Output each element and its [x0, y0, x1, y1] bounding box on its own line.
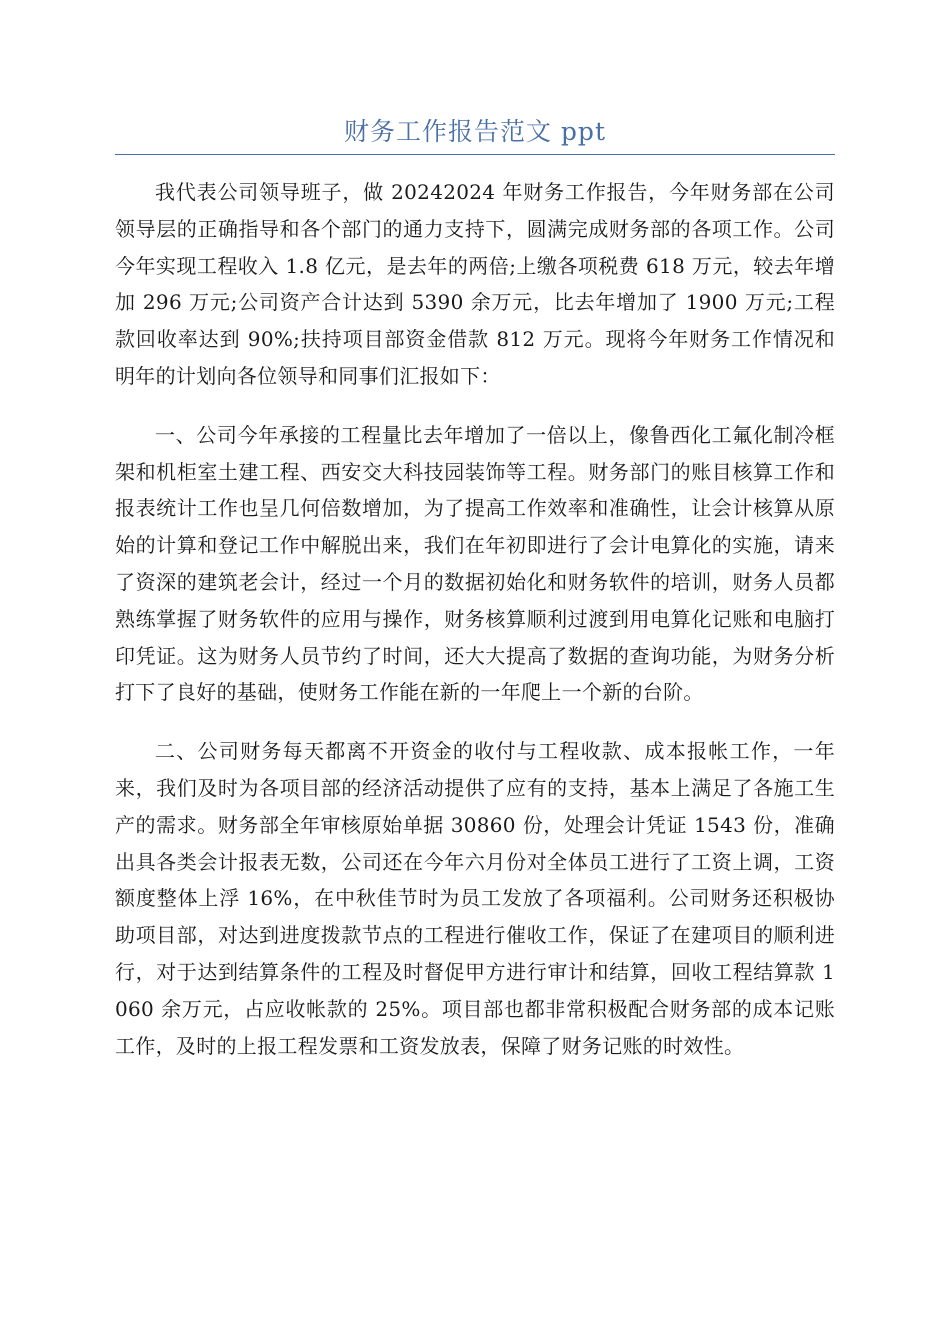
title-underline: [115, 154, 835, 155]
paragraph-intro: 我代表公司领导班子，做 20242024 年财务工作报告，今年财务部在公司领导层的正确指导和各个部门的通力支持下，圆满完成财务部的各项工作。公司今年实现工程收入 1.8 亿元，是去年的两倍;上缴各项税费 618 万元，较去年增加 296 万元;公司资产合计达到 5390 余万元，比去年增加了 1900 万元;工程款回收率达到 90%;扶持项目部资金借款 812 万元。现将今年财务工作情况和明年的计划向各位领导和同事们汇报如下：: [115, 180, 835, 388]
document-body: [115, 174, 835, 1086]
paragraph-section-1: 一、公司今年承接的工程量比去年增加了一倍以上，像鲁西化工氟化制冷框架和机柜室土建工程、西安交大科技园装饰等工程。财务部门的账目核算工作和报表统计工作也呈几何倍数增加，为了提高工作效率和准确性，让会计核算从原始的计算和登记工作中解脱出来，我们在年初即进行了会计电算化的实施，请来了资深的建筑老会计，经过一个月的数据初始化和财务软件的培训，财务人员都熟练掌握了财务软件的应用与操作，财务核算顺利过渡到用电算化记账和电脑打印凭证。这为财务人员节约了时间，还大大提高了数据的查询功能，为财务分析打下了良好的基础，使财务工作能在新的一年爬上一个新的台阶。: [115, 422, 835, 705]
paragraph-section-2: 二、公司财务每天都离不开资金的收付与工程收款、成本报帐工作，一年来，我们及时为各项目部的经济活动提供了应有的支持，基本上满足了各施工生产的需求。财务部全年审核原始单据 30860 份，处理会计凭证 1543 份，准确出具各类会计报表无数，公司还在今年六月份对全体员工进行了工资上调，工资额度整体上浮 16%，在中秋佳节时为员工发放了各项福利。公司财务还积极协助项目部，对达到进度拨款节点的工程进行催收工作，保证了在建项目的顺利进行，对于达到结算条件的工程及时督促甲方进行审计和结算，回收工程结算款 1060 余万元，占应收帐款的 25%。项目部也都非常积极配合财务部的成本记账工作，及时的上报工程发票和工资发放表，保障了财务记账的时效性。: [115, 739, 835, 1058]
document-title: 财务工作报告范文 ppt: [343, 117, 606, 146]
